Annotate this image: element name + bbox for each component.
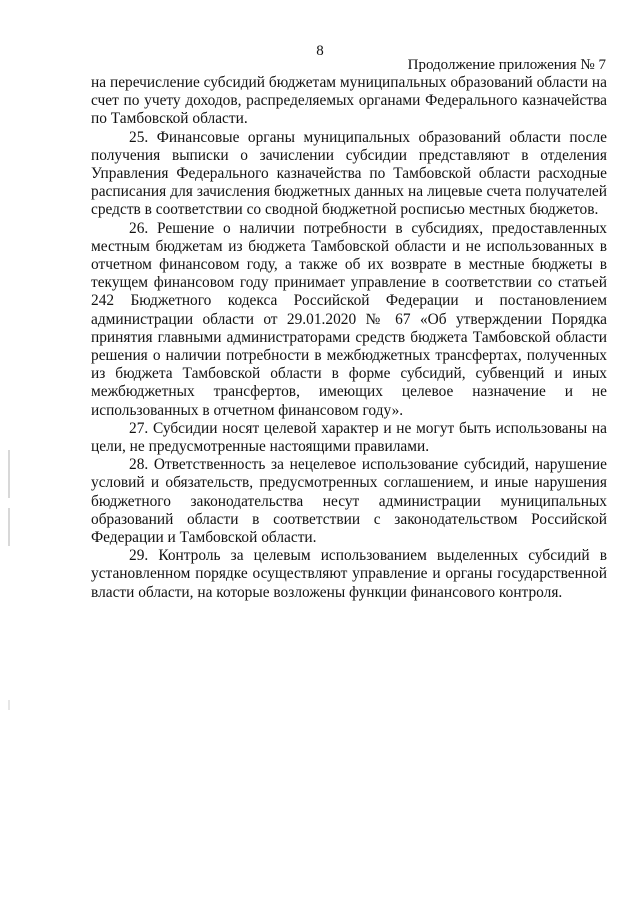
margin-scan-mark [8,450,10,498]
margin-scan-mark [8,700,10,710]
document-body [91,74,607,602]
paragraph-continued: на перечисление субсидий бюджетам муниципальных образований области на счет по учету доходов, распределяемых органами Федерального казначейства по Тамбовской области. [91,74,607,128]
paragraph-26: 26. Решение о наличии потребности в субсидиях, предоставленных местным бюджетам из бюджета Тамбовской области и не использованных в отчетном финансовом году, а также об их возврате в местные бюджеты в текущем финансовом году принимает управление в соответствии со статьей 242 Бюджетного кодекса Российской Федерации и постановлением администрации области от 29.01.2020 № 67 «Об утверждении Порядка принятия главными администраторами средств бюджета Тамбовской области решения о наличии потребности в межбюджетных трансфертах, полученных из бюджета Тамбовской области в форме субсидий, субвенций и иных межбюджетных трансфертов, имеющих целевое назначение и не использованных в отчетном финансовом году». [91,219,607,419]
paragraph-27: 27. Субсидии носят целевой характер и не могут быть использованы на цели, не предусмотренные настоящими правилами. [91,419,607,456]
paragraph-29: 29. Контроль за целевым использованием выделенных субсидий в установленном порядке осуществляют управление и органы государственной власти области, на которые возложены функции финансового контроля. [91,547,607,601]
margin-scan-mark [8,508,10,546]
page-number: 8 [316,43,324,59]
paragraph-25: 25. Финансовые органы муниципальных образований области после получения выписки о зачислении субсидии представляют в отделения Управления Федерального казначейства по Тамбовской области расходные расписания для зачисления бюджетных данных на лицевые счета получателей средств в соответствии со сводной бюджетной росписью местных бюджетов. [91,128,607,219]
appendix-continuation-label: Продолжение приложения № 7 [407,57,606,73]
paragraph-28: 28. Ответственность за нецелевое использование субсидий, нарушение условий и обязательств, предусмотренных соглашением, и иные нарушения бюджетного законодательства несут администрации муниципальных образований области в соответствии с законодательством Российской Федерации и Тамбовской области. [91,456,607,547]
